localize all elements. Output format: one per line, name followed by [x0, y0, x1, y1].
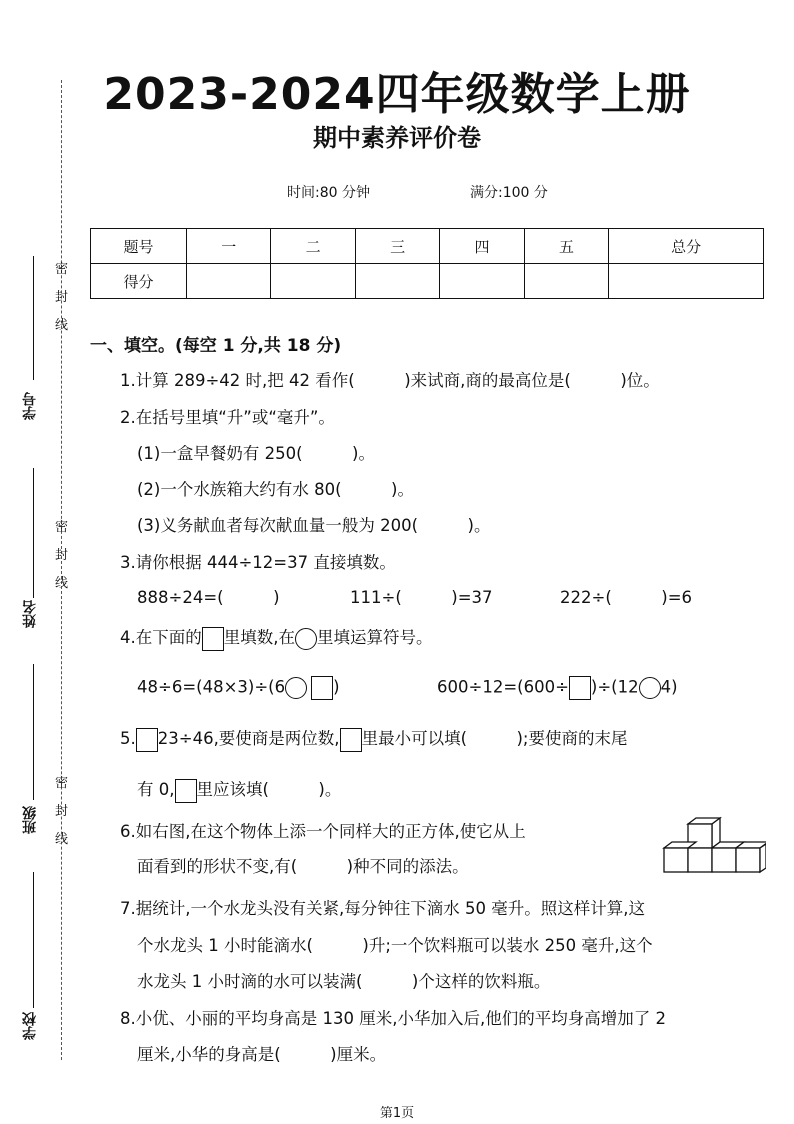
score-table-header-row	[91, 229, 764, 264]
number-box-blank[interactable]	[136, 728, 158, 752]
score-input-cell[interactable]	[440, 264, 524, 299]
cut-char: 密	[55, 776, 69, 791]
section-heading: 一、填空。(每空 1 分,共 18 分)	[90, 336, 342, 356]
circle-icon	[295, 628, 317, 650]
cut-char: 密	[55, 262, 69, 277]
question-4-text: 4.在下面的	[120, 628, 202, 647]
question-3-c: 222÷( )=6	[560, 588, 693, 607]
question-6-line1: 6.如右图,在这个物体上添一个同样大的正方体,使它从上	[120, 822, 526, 841]
question-4-text: 里填运算符号。	[317, 628, 433, 647]
question-3-a: 888÷24=( )	[137, 588, 280, 607]
cube-figure-icon	[654, 816, 766, 882]
question-7-line3: 水龙头 1 小时滴的水可以装满( )个这样的饮料瓶。	[137, 972, 551, 991]
question-4-text: 里填数,在	[223, 628, 295, 647]
question-4-eq1	[137, 676, 340, 700]
exam-time: 时间:80 分钟	[287, 185, 370, 201]
q5-text: 里应该填( )。	[196, 780, 342, 799]
question-4-eq2	[437, 676, 678, 700]
square-box-icon	[340, 728, 362, 752]
exam-full-score: 满分:100 分	[470, 185, 548, 201]
student-id-field[interactable]	[33, 256, 34, 380]
cut-char: 封	[55, 290, 69, 305]
score-input-cell[interactable]	[271, 264, 355, 299]
number-box-blank[interactable]	[311, 676, 333, 700]
cut-char: 封	[55, 548, 69, 563]
question-7-line2: 个水龙头 1 小时能滴水( )升;一个饮料瓶可以装水 250 毫升,这个	[137, 936, 653, 955]
square-box-icon	[175, 779, 197, 803]
name-label: 姓名	[22, 600, 38, 628]
q5-text: 里最小可以填( );要使商的末尾	[361, 729, 628, 748]
question-4	[120, 624, 433, 651]
question-1: 1.计算 289÷42 时,把 42 看作( )来试商,商的最高位是( )位。	[120, 371, 660, 390]
score-table-cell: 二	[271, 229, 355, 264]
q5-text: 5.	[120, 729, 136, 748]
question-6-line2: 面看到的形状不变,有( )种不同的添法。	[137, 857, 469, 876]
score-table-cell: 得分	[91, 264, 187, 299]
score-input-cell[interactable]	[355, 264, 439, 299]
question-2-3: (3)义务献血者每次献血量一般为 200( )。	[137, 516, 491, 535]
q5-text: 有 0,	[137, 780, 175, 799]
number-box-blank[interactable]	[569, 676, 591, 700]
question-3-b: 111÷( )=37	[350, 588, 493, 607]
eq-text: )÷(12	[590, 677, 639, 697]
cut-char: 密	[55, 520, 69, 535]
cut-char: 线	[55, 318, 69, 333]
cut-char: 线	[55, 576, 69, 591]
name-field[interactable]	[33, 468, 34, 598]
square-box-icon	[202, 627, 224, 651]
operator-circle-blank[interactable]	[639, 677, 661, 699]
score-table-cell: 一	[187, 229, 271, 264]
question-3: 3.请你根据 444÷12=37 直接填数。	[120, 553, 396, 572]
binding-cut-line	[61, 80, 62, 1060]
question-2: 2.在括号里填“升”或“毫升”。	[120, 408, 335, 427]
school-field[interactable]	[33, 872, 34, 1008]
student-id-label: 学号	[22, 392, 38, 420]
score-table	[90, 228, 764, 299]
question-2-1: (1)一盒早餐奶有 250( )。	[137, 444, 375, 463]
eq-text: 4)	[660, 677, 678, 697]
page-number: 第1页	[379, 1106, 415, 1121]
question-2-2: (2)一个水族箱大约有水 80( )。	[137, 480, 414, 499]
score-table-score-row	[91, 264, 764, 299]
class-label: 班级	[22, 806, 38, 834]
score-table-cell: 五	[524, 229, 608, 264]
cut-char: 封	[55, 804, 69, 819]
question-8-line2: 厘米,小华的身高是( )厘米。	[137, 1045, 387, 1064]
question-8-line1: 8.小优、小丽的平均身高是 130 厘米,小华加入后,他们的平均身高增加了 2	[120, 1009, 666, 1028]
class-field[interactable]	[33, 664, 34, 800]
question-5-cont	[137, 776, 341, 803]
eq-text: )	[333, 677, 340, 697]
question-7-line1: 7.据统计,一个水龙头没有关紧,每分钟往下滴水 50 毫升。照这样计算,这	[120, 899, 645, 918]
score-table-cell: 三	[355, 229, 439, 264]
eq-text: 600÷12=(600÷	[437, 677, 569, 697]
score-table-cell: 四	[440, 229, 524, 264]
cut-char: 线	[55, 832, 69, 847]
page-title: 2023-2024四年级数学上册	[103, 69, 691, 120]
score-input-cell[interactable]	[187, 264, 271, 299]
eq-text: 48÷6=(48×3)÷(6	[137, 677, 286, 697]
score-table-cell: 总分	[609, 229, 764, 264]
operator-circle-blank[interactable]	[285, 677, 307, 699]
question-5	[120, 725, 628, 752]
page-subtitle: 期中素养评价卷	[313, 124, 481, 152]
score-table-cell: 题号	[91, 229, 187, 264]
score-input-cell[interactable]	[524, 264, 608, 299]
score-input-cell[interactable]	[609, 264, 764, 299]
school-label: 学校	[22, 1012, 38, 1040]
q5-text: 23÷46,要使商是两位数,	[157, 729, 340, 748]
